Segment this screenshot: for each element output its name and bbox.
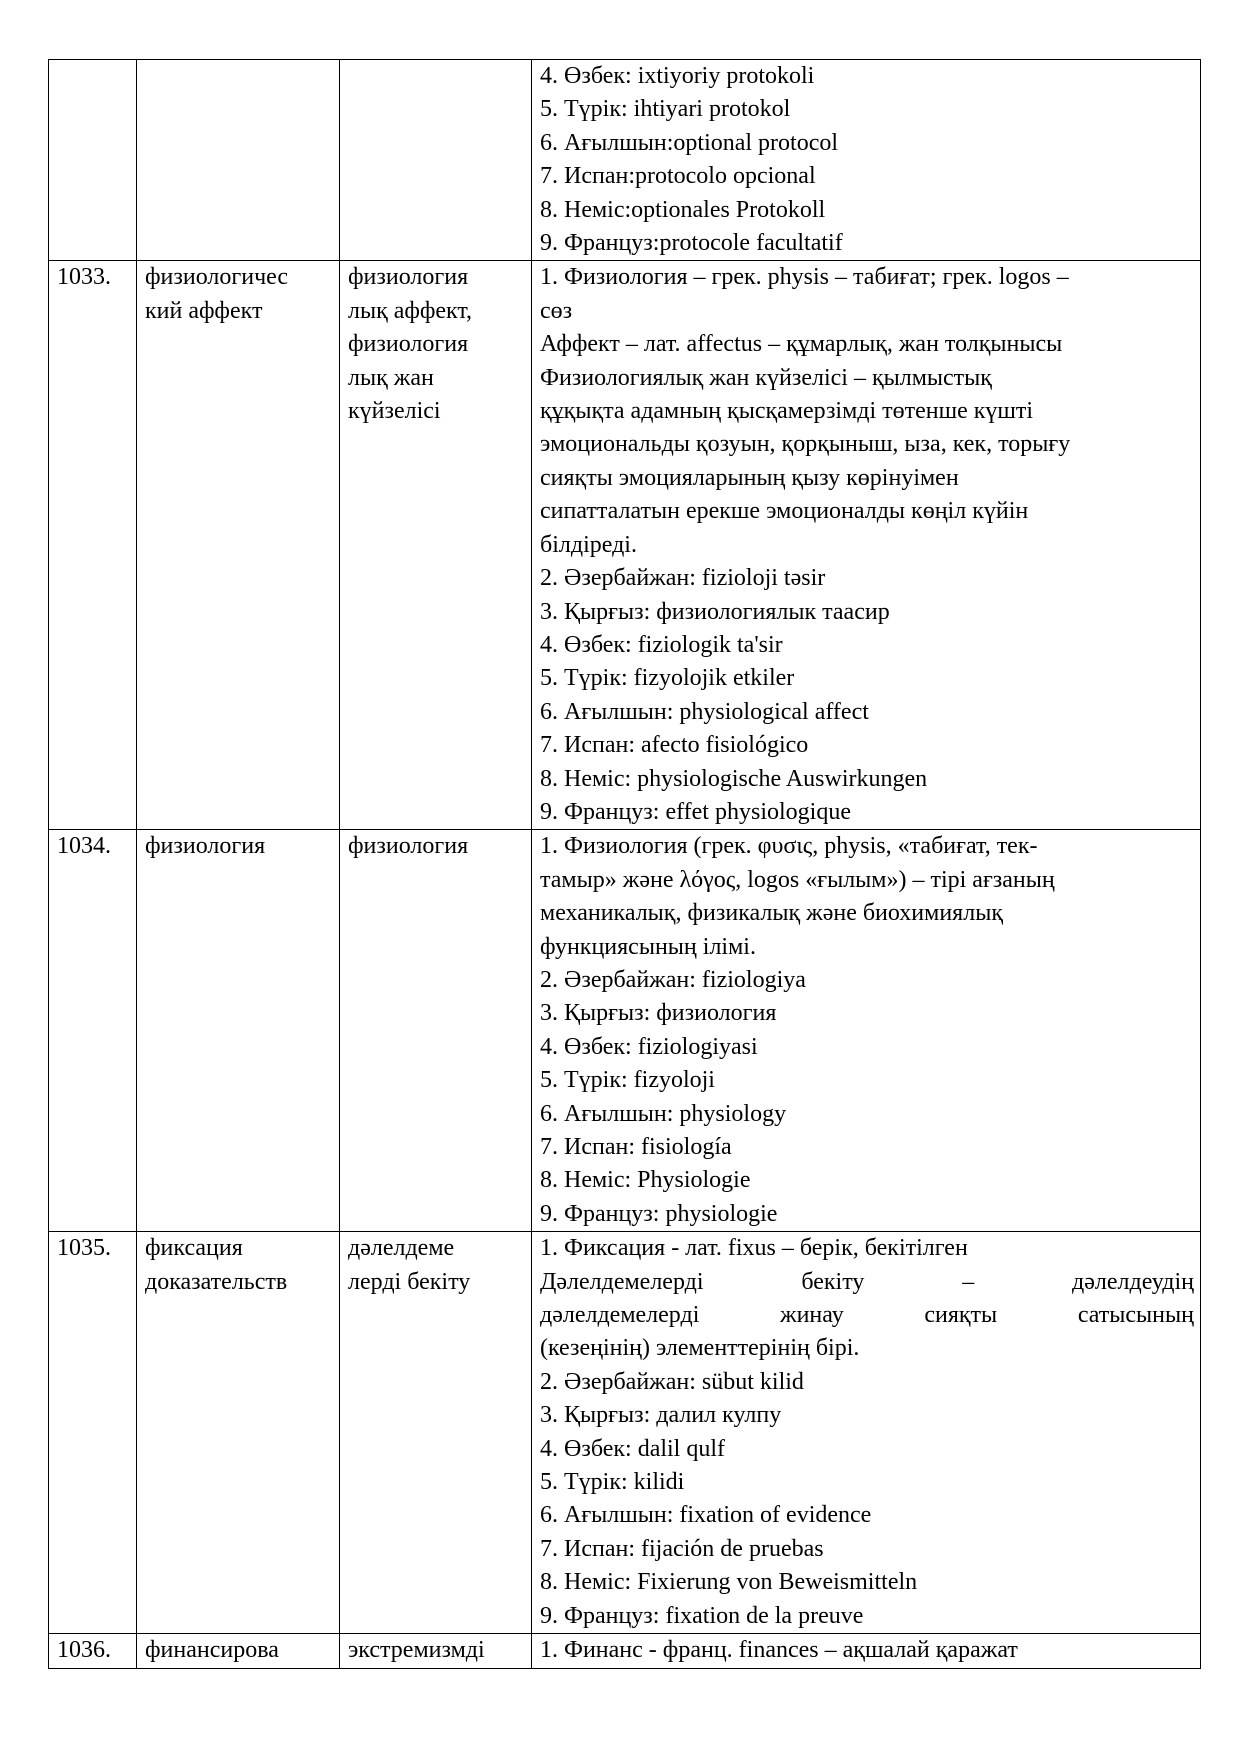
russian-term-line: фиксация: [145, 1235, 243, 1262]
kazakh-term-cell: [340, 830, 532, 1232]
term-description-line: 9. Француз: physiologie: [540, 1200, 778, 1227]
term-description-line: сөз: [540, 297, 573, 324]
term-description-line: 2. Әзербайжан: sübut kilid: [540, 1368, 804, 1395]
russian-term-cell: [137, 1232, 340, 1634]
terminology-table: [48, 59, 1201, 1669]
kazakh-term-line: күйзелісі: [348, 398, 441, 425]
table-row: [49, 1634, 1201, 1668]
entry-number: 1036.: [57, 1637, 111, 1664]
term-description-line: 2. Әзербайжан: fiziologiya: [540, 966, 806, 993]
term-description-line: 8. Неміс:optionales Protokoll: [540, 196, 826, 223]
term-description-cell: [532, 1634, 1201, 1668]
kazakh-term-line: экстремизмді: [348, 1637, 485, 1664]
term-description-line: 4. Өзбек: ixtiyoriy protokoli: [540, 63, 815, 89]
term-description-line: Аффект – лат. affectus – құмарлық, жан толқынысы: [540, 331, 1063, 358]
term-description-line: 4. Өзбек: fiziologik ta'sir: [540, 631, 783, 658]
term-description-line: 6. Ағылшын: fixation of evidence: [540, 1502, 872, 1529]
term-description-line: 5. Түрік: fizyolojik etkiler: [540, 665, 795, 692]
term-description-line: эмоциональды қозуын, қорқыныш, ыза, кек, торығу: [540, 431, 1071, 458]
term-description-line: 3. Қырғыз: далил кулпу: [540, 1402, 782, 1429]
entry-number-cell: [49, 1232, 137, 1634]
term-description-line: (кезеңінің) элементтерінің бірі.: [540, 1335, 860, 1362]
term-description-line: 1. Финанс - франц. finances – ақшалай қаражат: [540, 1637, 1018, 1664]
term-description-cell: [532, 830, 1201, 1232]
entry-number-cell: [49, 1634, 137, 1668]
term-description-line: Физиологиялық жан күйзелісі – қылмыстық: [540, 364, 992, 391]
entry-number: 1033.: [57, 264, 111, 291]
term-description-line: Дәлелдемелерді бекіту – дәлелдеудің: [540, 1268, 1194, 1295]
term-description-line: 4. Өзбек: dalil qulf: [540, 1435, 726, 1462]
russian-term-line: физиология: [145, 833, 266, 860]
term-description-line: 9. Француз:protocole facultatif: [540, 230, 843, 257]
term-description-line: 6. Ағылшын: physiology: [540, 1100, 787, 1127]
russian-term-cell: [137, 60, 340, 261]
term-description-line: 7. Испан: afecto fisiológico: [540, 732, 809, 759]
term-description-cell: [532, 60, 1201, 261]
term-description-line: сияқты эмоцияларының қызу көрінуімен: [540, 464, 959, 491]
entry-number-cell: [49, 830, 137, 1232]
term-description-line: 7. Испан:protocolo opcional: [540, 163, 816, 190]
term-description-line: 3. Қырғыз: физиология: [540, 1000, 777, 1027]
russian-term-cell: [137, 1634, 340, 1668]
kazakh-term-line: лерді бекіту: [348, 1268, 471, 1295]
kazakh-term-cell: [340, 60, 532, 261]
term-description-line: 5. Түрік: fizyoloji: [540, 1067, 715, 1094]
term-description-cell: [532, 1232, 1201, 1634]
term-description-line: 8. Неміс: Fixierung von Beweismitteln: [540, 1569, 918, 1596]
term-description-line: 1. Физиология – грек. physis – табиғат; грек. logos –: [540, 264, 1069, 291]
term-description-line: 9. Француз: effet physiologique: [540, 798, 851, 825]
term-description-line: 8. Неміс: physiologische Auswirkungen: [540, 765, 928, 792]
term-description-line: 7. Испан: fisiología: [540, 1134, 732, 1160]
kazakh-term-cell: [340, 261, 532, 830]
table-body: [49, 60, 1201, 1669]
russian-term-line: кий аффект: [145, 297, 263, 324]
russian-term-line: физиологичес: [145, 264, 289, 291]
entry-number: 1035.: [57, 1235, 111, 1262]
kazakh-term-line: дәлелдеме: [348, 1235, 455, 1262]
term-description-line: тамыр» және λόγος, logos «ғылым») – тірі ағзаның: [540, 866, 1055, 893]
entry-number: 1034.: [57, 833, 111, 860]
term-description-line: дәлелдемелерді жинау сияқты сатысының: [540, 1302, 1194, 1329]
kazakh-term-line: лық аффект,: [348, 297, 473, 324]
russian-term-cell: [137, 261, 340, 830]
term-description-line: 8. Неміс: Physiologie: [540, 1167, 751, 1194]
term-description-cell: [532, 261, 1201, 830]
term-description-line: 9. Француз: fixation de la preuve: [540, 1602, 864, 1629]
term-description-line: 5. Түрік: ihtiyari protokol: [540, 96, 791, 123]
term-description-line: 5. Түрік: kilidi: [540, 1469, 685, 1496]
russian-term-line: доказательств: [145, 1268, 288, 1295]
term-description-line: 6. Ағылшын: physiological affect: [540, 698, 869, 725]
kazakh-term-cell: [340, 1232, 532, 1634]
term-description-line: сипатталатын ерекше эмоционалды көңіл күйін: [540, 498, 1029, 525]
term-description-line: 7. Испан: fijación de pruebas: [540, 1535, 824, 1562]
table-row: [49, 60, 1201, 261]
term-description-line: 1. Физиология (грек. φυσις, physis, «табиғат, тек-: [540, 833, 1038, 860]
term-description-line: құқықта адамның қысқамерзімді төтенше күшті: [540, 398, 1034, 425]
kazakh-term-line: физиология: [348, 264, 469, 291]
term-description-line: 3. Қырғыз: физиологиялык таасир: [540, 598, 890, 625]
russian-term-cell: [137, 830, 340, 1232]
entry-number-cell: [49, 261, 137, 830]
term-description-line: функциясының ілімі.: [540, 933, 756, 960]
table-row: [49, 830, 1201, 1232]
russian-term-line: финансирова: [145, 1637, 279, 1664]
term-description-line: механикалық, физикалық және биохимиялық: [540, 900, 1003, 927]
kazakh-term-line: физиология: [348, 331, 469, 358]
term-description-line: білдіреді.: [540, 531, 637, 558]
entry-number-cell: [49, 60, 137, 261]
kazakh-term-line: лық жан: [348, 364, 434, 391]
table-row: [49, 1232, 1201, 1634]
term-description-line: 2. Әзербайжан: fizioloji təsir: [540, 565, 826, 592]
term-description-line: 1. Фиксация - лат. fixus – берік, бекітілген: [540, 1235, 968, 1262]
table-row: [49, 261, 1201, 830]
term-description-line: 4. Өзбек: fiziologiyasi: [540, 1033, 758, 1060]
term-description-line: 6. Ағылшын:optional protocol: [540, 129, 839, 156]
kazakh-term-cell: [340, 1634, 532, 1668]
kazakh-term-line: физиология: [348, 833, 469, 860]
